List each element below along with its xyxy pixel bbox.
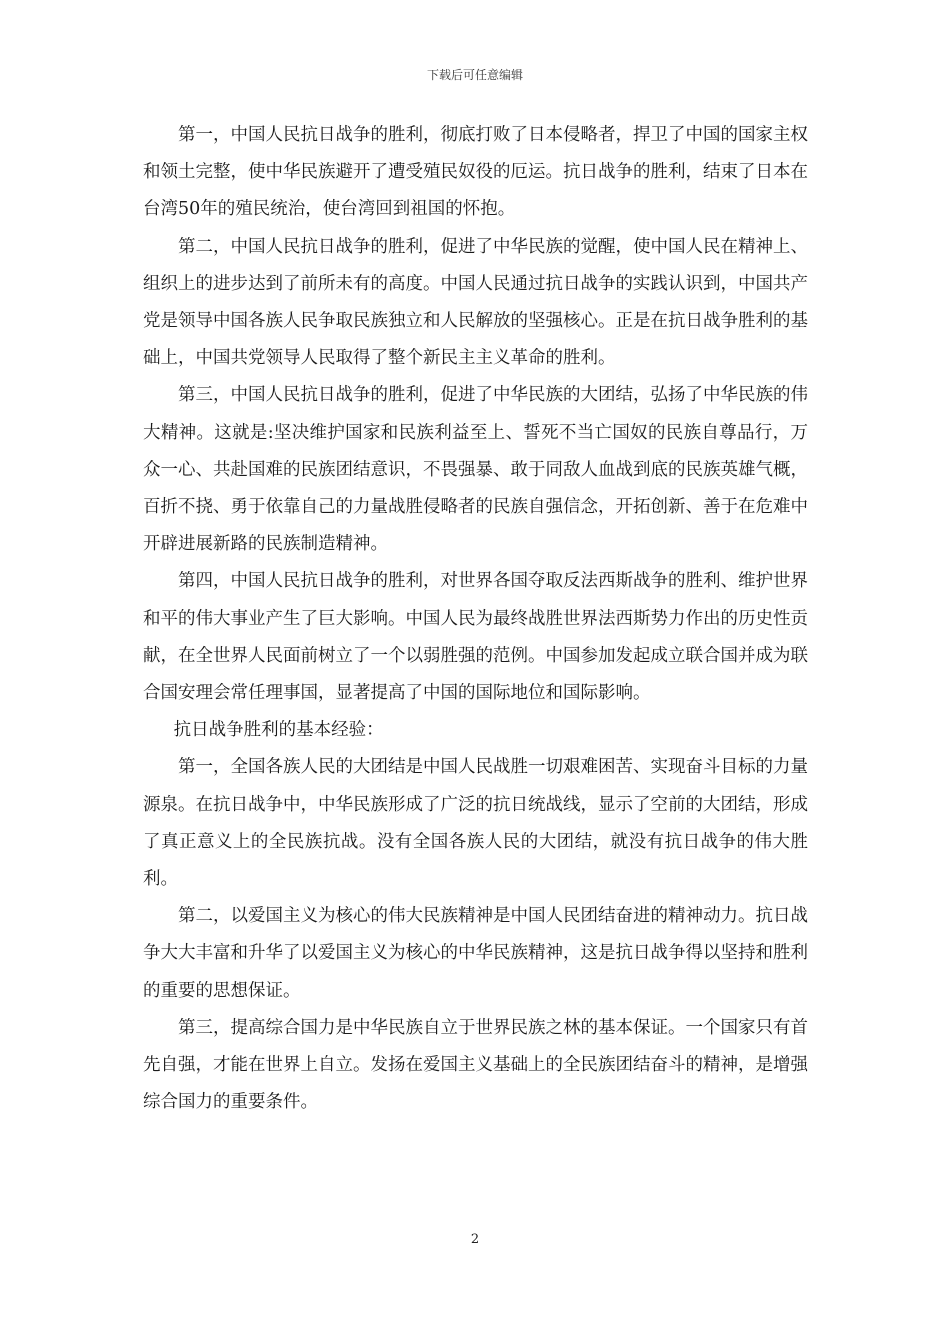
paragraph-experience-first: 第一，全国各族人民的大团结是中国人民战胜一切艰难困苦、实现奋斗目标的力量源泉。在抗日战争中，中华民族形成了广泛的抗日统战线，显示了空前的大团结，形成了真正意义上的全民族抗战。没有全国各族人民的大团结，就没有抗日战争的伟大胜利。 xyxy=(143,757,808,890)
page-number: 2 xyxy=(470,1232,480,1247)
paragraph-victory-fourth: 第四，中国人民抗日战争的胜利，对世界各国夺取反法西斯战争的胜利、维护世界和平的伟大事业产生了巨大影响。中国人民为最终战胜世界法西斯势力作出的历史性贡献，在全世界人民面前树立了一个以弱胜强的范例。中国参加发起成立联合国并成为联合国安理会常任理事国，显著提高了中国的国际地位和国际影响。 xyxy=(143,571,808,704)
paragraph-experience-third: 第三，提高综合国力是中华民族自立于世界民族之林的基本保证。一个国家只有首先自强，才能在世界上自立。发扬在爱国主义基础上的全民族团结奋斗的精神，是增强综合国力的重要条件。 xyxy=(143,1017,808,1113)
page-header: 下载后可任意编辑 xyxy=(426,68,523,82)
paragraph-victory-first: 第一，中国人民抗日战争的胜利，彻底打败了日本侵略者，捍卫了中国的国家主权和领土完整，使中华民族避开了遭受殖民奴役的厄运。抗日战争的胜利，结束了日本在台湾50年的殖民统治，使台湾回到祖国的怀抱。 xyxy=(143,125,808,220)
document-body xyxy=(143,117,808,1121)
paragraph-victory-second: 第二，中国人民抗日战争的胜利，促进了中华民族的觉醒，使中国人民在精神上、组织上的进步达到了前所未有的高度。中国人民通过抗日战争的实践认识到，中国共产党是领导中国各族人民争取民族独立和人民解放的坚强核心。正是在抗日战争胜利的基础上，中国共党领导人民取得了整个新民主主义革命的胜利。 xyxy=(143,236,808,369)
paragraph-experience-second: 第二，以爱国主义为核心的伟大民族精神是中国人民团结奋进的精神动力。抗日战争大大丰富和升华了以爱国主义为核心的中华民族精神，这是抗日战争得以坚持和胜利的重要的思想保证。 xyxy=(143,906,808,1001)
paragraph-victory-third: 第三，中国人民抗日战争的胜利，促进了中华民族的大团结，弘扬了中华民族的伟大精神。这就是:坚决维护国家和民族利益至上、誓死不当亡国奴的民族自尊品行，万众一心、共赴国难的民族团结意识，不畏强暴、敢于同敌人血战到底的民族英雄气概，百折不挠、勇于依靠自己的力量战胜侵略者的民族自强信念，开拓创新、善于在危难中开辟进展新路的民族制造精神。 xyxy=(143,385,808,555)
section-subheading-basic-experience: 抗日战争胜利的基本经验： xyxy=(173,720,384,741)
